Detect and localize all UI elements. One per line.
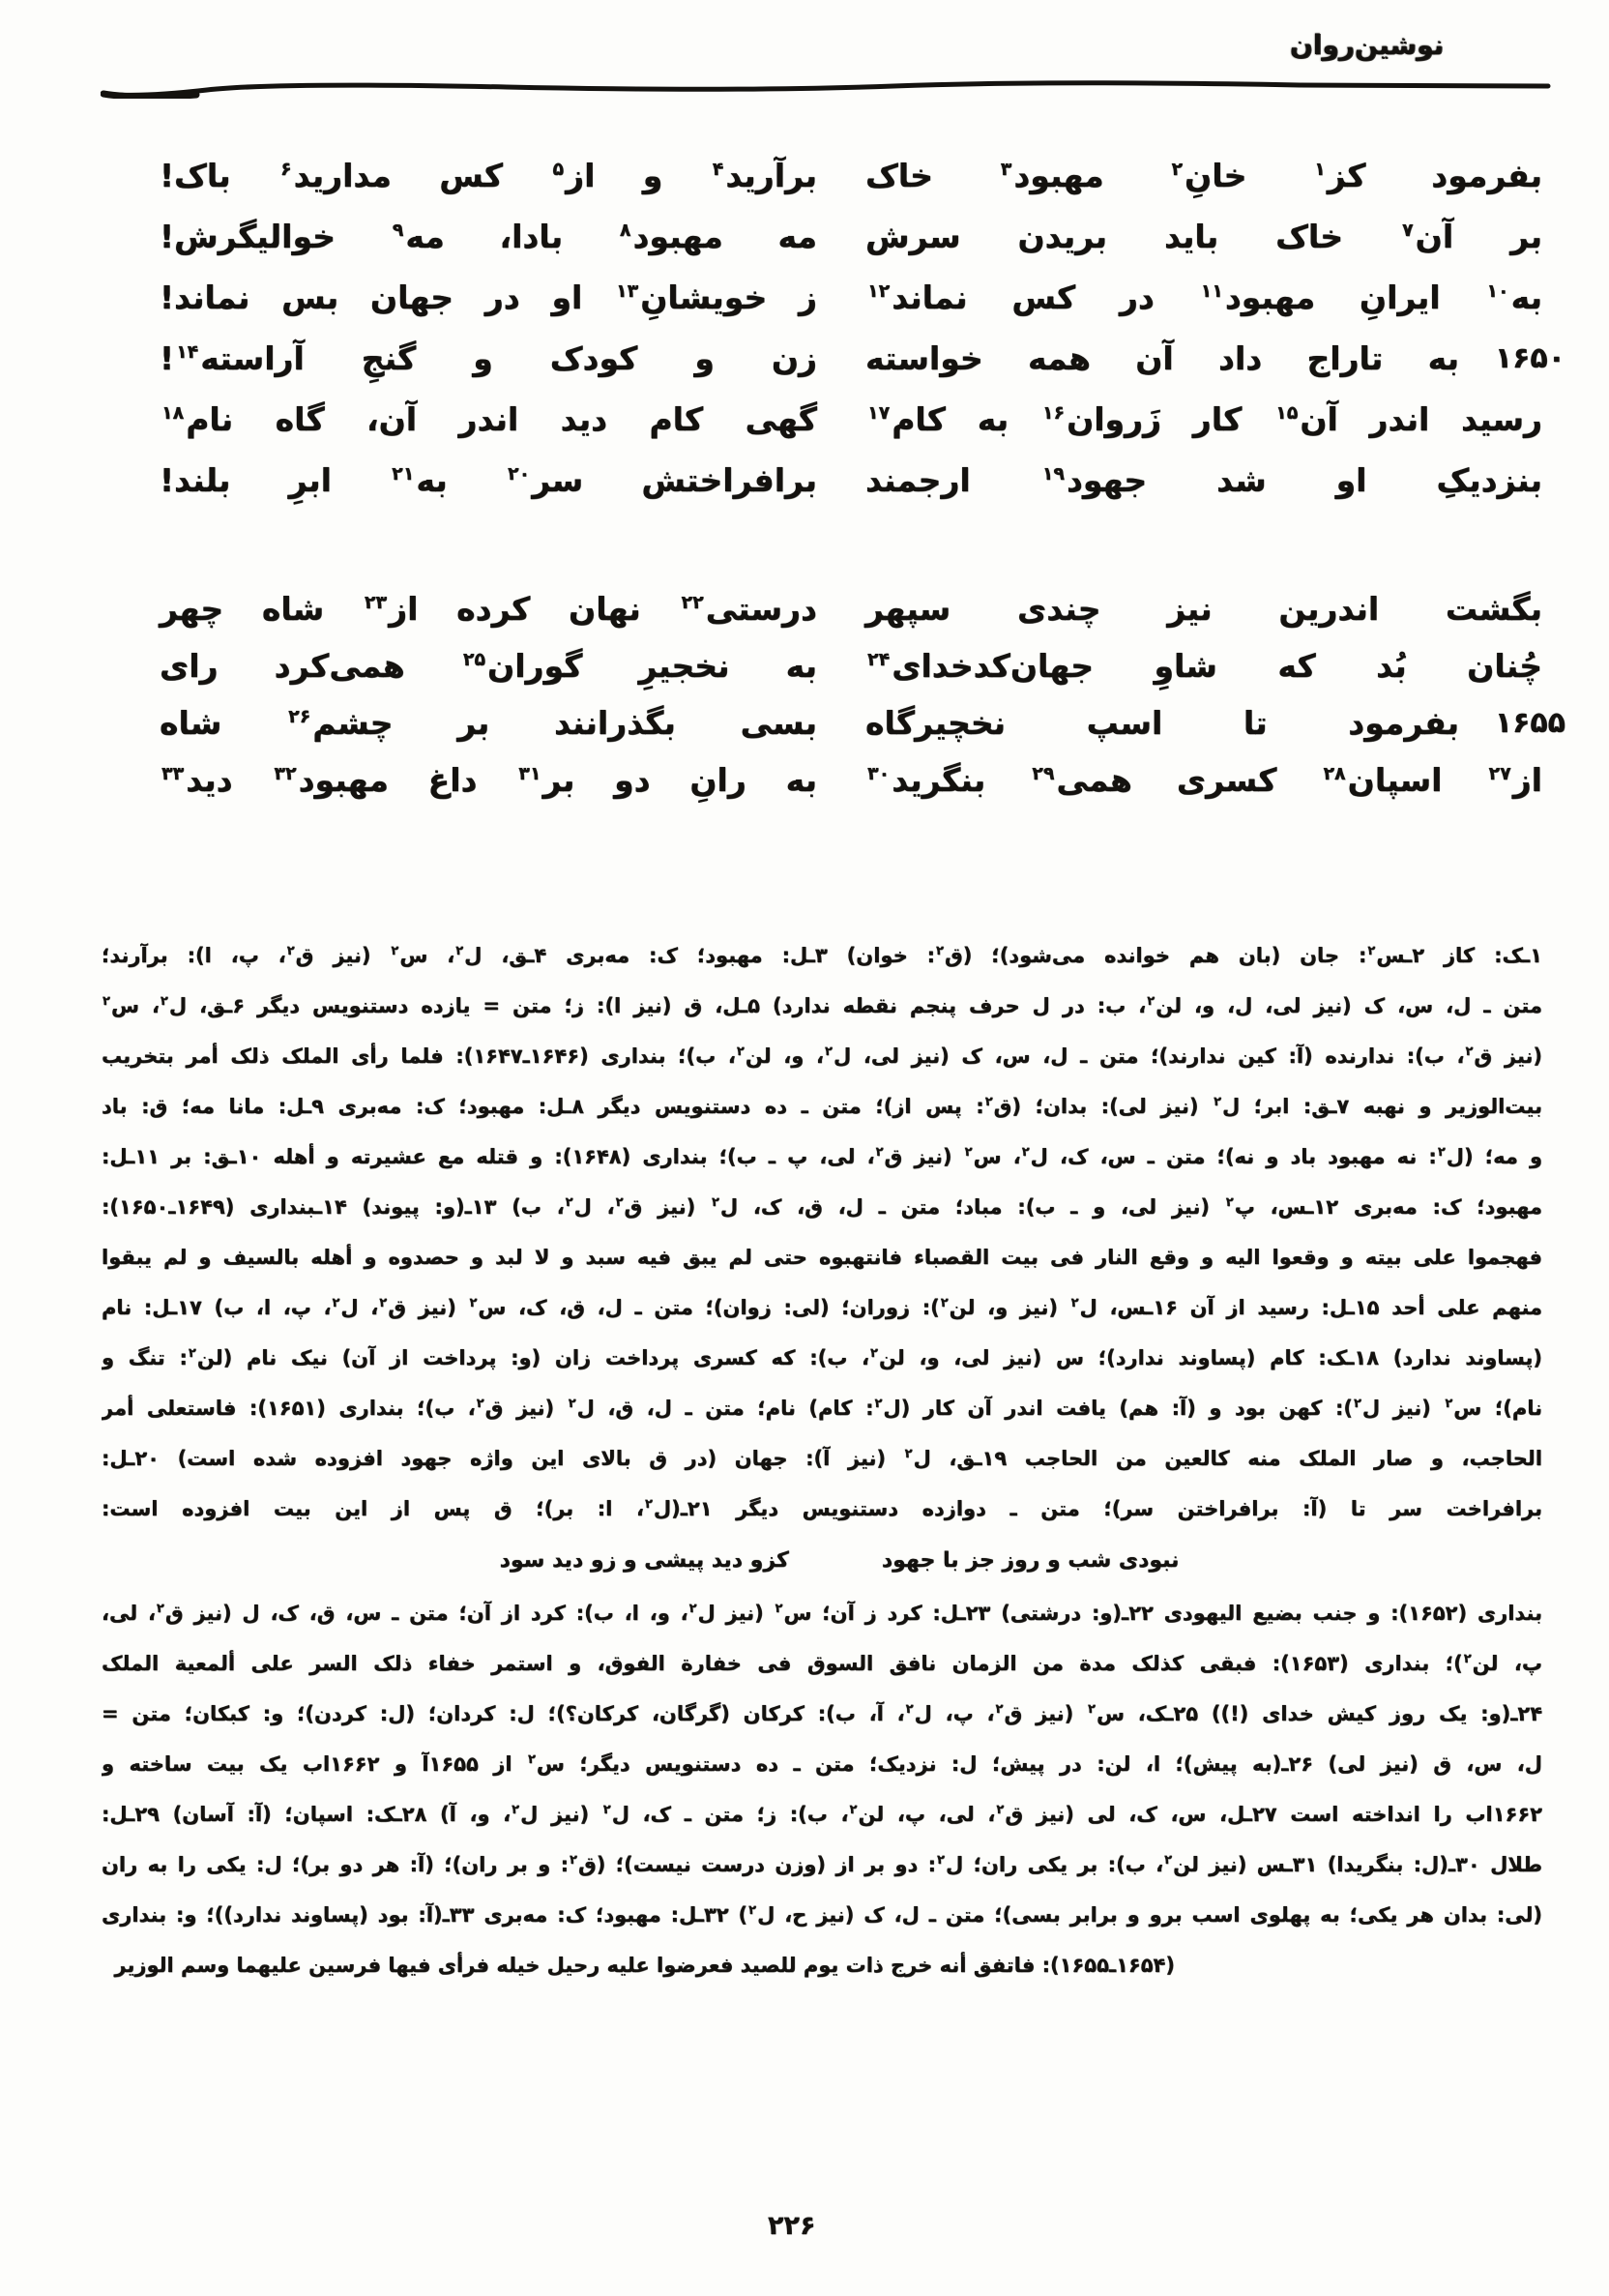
couplet-row [160, 145, 1542, 206]
running-header-title: نوشین‌روان [1289, 29, 1444, 61]
inset-hemistich-right: نبودی شب و روز جز با جهود [881, 1548, 1180, 1573]
apparatus-line: (۱۶۵۴ـ۱۶۵۵): فاتفق أنه خرج ذات یوم للصید فعرضوا علیه رحیل خیله فرأی فیها فرسین علیهما وسم الوزیر [114, 1954, 1175, 1977]
apparatus-line: منهم علی أحد ۱۵ـل: رسید از آن ۱۶ـس، ل$^۲$ (نیز و، لن$^۲$): زوران؛ (لی: زوان)؛ متن ـ ل، ق، ک، س$^۲$ (نیز ق$^۲$، ل$^۲$، پ، ا، ب) ۱۷ـل: نام [102, 1296, 1542, 1319]
apparatus-line: نام)؛ س$^۲$ (نیز ل$^۲$): کهن بود و (آ: هم) یافت اندر آن کار (ل$^۲$: کام) نام؛ متن ـ ل، ق، ل$^۲$ (نیز ق$^۲$، ب)؛ بنداری (۱۶۵۱): فاستعلی أمر [102, 1397, 1542, 1420]
hemistich-right: بفرمود کز$^۱$ خانِ$^۲$ مهبود$^۳$ خاک [865, 157, 1542, 194]
couplet-row [160, 206, 1542, 267]
apparatus [102, 930, 1542, 1990]
apparatus-line: (پساوند ندارد) ۱۸ـک: کام (پساوند ندارد)؛ س (نیز لی، و، لن$^۲$، ب): که کسری پرداخت زان (و: پرداخت از آن) نیک نام (لن$^۲$: تنگ و [102, 1346, 1542, 1369]
couplet-row [160, 694, 1565, 751]
column-gutter [817, 751, 865, 809]
apparatus-line: برافراخت سر تا (آ: برافراختن سر)؛ متن ـ دوازده دستنویس دیگر ۲۱ـ(ل$^۲$، ا: بر)؛ ق پس از این بیت افزوده است: [102, 1497, 1542, 1520]
apparatus-inset-verse [119, 1534, 1560, 1588]
verse-number: ۱۶۵۵ [1494, 706, 1565, 740]
column-gutter [817, 145, 865, 206]
hemistich-right: چُنان بُد که شاوِ جهان‌کدخدای$^{۲۴}$ [867, 647, 1542, 685]
column-gutter [817, 267, 865, 328]
hemistich-left: برافراختش سر$^{۲۰}$ به$^{۲۱}$ ابرِ بلند! [160, 461, 817, 499]
hemistich-right: بفرمود تا اسپ نخچیرگاه ۱۶۵۵ [865, 694, 1542, 751]
couplet-row [160, 267, 1542, 328]
poem [160, 145, 1565, 809]
apparatus-line: متن ـ ل، س، ک (نیز لی، ل، و، لن$^۲$، ب: در ل حرف پنجم نقطه ندارد) ۵ـل، ق (نیز ا): ز؛ متن = یازده دستنویس دیگر ۶ـق، ل$^۲$، س$^۲$ [102, 994, 1542, 1017]
column-gutter [817, 206, 865, 267]
apparatus-line: ل، س، ق (نیز لی) ۲۶ـ(به پیش)؛ ا، لن: در پیش؛ ل: نزدیک؛ متن ـ ده دستنویس دیگر؛ س$^۲$ از ۱۶۵۵آ و ۱۶۶۲اب یک بیت ساخته و [102, 1752, 1542, 1776]
apparatus-line: مهبود؛ ک: مه‌بری ۱۲ـس، پ$^۲$ (نیز لی، و ـ ب): مباد؛ متن ـ ل، ق، ک، ل$^۲$ (نیز ق$^۲$، ل$^۲$، ب) ۱۳ـ(و: پیوند) ۱۴ـبنداری (۱۶۴۹ـ۱۶۵۰): [102, 1195, 1542, 1219]
stanza [160, 145, 1565, 511]
couplet-row [160, 328, 1565, 389]
apparatus-line: (نیز ق$^۲$، ب): ندارنده (آ: کین ندارند)؛ متن ـ ل، س، ک (نیز لی، ل$^۲$، و، لن$^۲$، ب)؛ بنداری (۱۶۴۶ـ۱۶۴۷): فلما رأی الملک ذلک أمر بتخریب [102, 1045, 1542, 1068]
hemistich-left: برآرید$^۴$ و از$^۵$ کس مدارید$^۶$ باک! [160, 157, 817, 194]
apparatus-line: پ، لن$^۲$)؛ بنداری (۱۶۵۳): فبقی کذلک مدة من الزمان نافق السوق فی خفارة الفوق، و استمر خفاء ذلک السر علی ألمعیة الملک [102, 1652, 1542, 1675]
hemistich-right: بنزدیکِ او شد جهود$^{۱۹}$ ارجمند [865, 461, 1542, 499]
apparatus-line: الحاجب، و صار الملک منه کالعین من الحاجب ۱۹ـق، ل$^۲$ (نیز آ): جهان (در ق بالای این واژه جهود افزوده شده است) ۲۰ـل: [102, 1447, 1542, 1470]
apparatus-line: ۱۶۶۲اب را انداخته است ۲۷ـل، س، ک، لی (نیز ق$^۲$، لی، پ، لن$^۲$، ب): ز؛ متن ـ ک، ل$^۲$ (نیز ل$^۲$، و، آ) ۲۸ـک: اسپان؛ (آ: آسان) ۲۹ـل: [102, 1803, 1542, 1826]
column-gutter [817, 389, 865, 450]
hemistich-left: زن و کودک و گنجِ آراسته$^{۱۴}$! [160, 339, 817, 377]
column-gutter [817, 328, 865, 389]
hemistich-right: به تاراج داد آن همه خواسته ۱۶۵۰ [865, 328, 1542, 389]
hemistich-right: بگشت اندرین نیز چندی سپهر [865, 590, 1542, 628]
apparatus-line: طلال ۳۰ـ(ل: بنگریدا) ۳۱ـس (نیز لن$^۲$، ب): بر یکی ران؛ ل$^۲$: دو بر از (وزن درست نیست)؛ (ق$^۲$: و بر ران)؛ (آ: هر دو بر)؛ ل: یکی را به ران [102, 1853, 1542, 1876]
hemistich-left: به رانِ دو بر$^{۳۱}$ داغ مهبود$^{۳۲}$ دید$^{۳۳}$ [161, 761, 817, 799]
page-number: ۲۲۶ [768, 2211, 816, 2241]
hemistich-right: از$^{۲۷}$ اسپان$^{۲۸}$ کسری همی$^{۲۹}$ بنگرید$^{۳۰}$ [867, 761, 1542, 799]
apparatus-line: بیت‌الوزیر و نهبه ۷ـق: ابر؛ ل$^۲$ (نیز لی): بدان؛ (ق$^۲$: پس از)؛ متن ـ ده دستنویس دیگر ۸ـل: مهبود؛ ک: مه‌بری ۹ـل: مانا مه؛ ق: باد [102, 1095, 1542, 1118]
verse-number: ۱۶۵۰ [1494, 341, 1565, 375]
hemistich-left: مه مهبود$^۸$ بادا، مه$^۹$ خوالیگرش! [160, 218, 817, 255]
column-gutter [817, 580, 865, 637]
hemistich-left: گهی کام دید اندر آن، گاه نام$^{۱۸}$ [161, 400, 817, 438]
column-gutter [817, 637, 865, 694]
hemistich-left: درستی$^{۲۲}$ نهان کرده از$^{۲۳}$ شاه چهر [160, 590, 817, 628]
hemistich-left: به نخجیرِ گوران$^{۲۵}$ همی‌کرد رای [160, 647, 817, 685]
apparatus-line: و مه؛ (ل$^۲$: نه مهبود باد و نه)؛ متن ـ س، ک، ل$^۲$، س$^۲$ (نیز ق$^۲$، لی، پ ـ ب)؛ بنداری (۱۶۴۸): و قتله مع عشیرته و أهله ۱۰ـق: بر ۱۱ـل: [102, 1145, 1542, 1168]
apparatus-line: (لی: بدان هر یکی؛ به پهلوی اسب برو و برابر بسی)؛ متن ـ ل، ک (نیز ح، ل$^۲$) ۳۲ـل: مهبود؛ ک: مه‌بری ۳۳ـ(آ: بود (پساوند ندارد))؛ و: بنداری [102, 1903, 1542, 1927]
column-gutter [817, 694, 865, 751]
couplet-row [160, 389, 1542, 450]
apparatus-line: فهجموا علی بیته و وقعوا الیه و وقع النار فی بیت القصباء فانتهبوه حتی لم یبق فیه سبد و لا لبد و حصدوه و أهله بالسیف و لم یبقوا [102, 1246, 1542, 1269]
hemistich-left: بسی بگذرانند بر چشم$^{۲۶}$ شاه [160, 704, 817, 742]
hemistich-right: بر آن$^۷$ خاک باید بریدن سرش [865, 218, 1542, 255]
couplet-row [160, 580, 1542, 637]
couplet-row [160, 637, 1542, 694]
header-rule [101, 79, 1551, 99]
hemistich-left: ز خویشانِ$^{۱۳}$ او در جهان بس نماند! [160, 279, 817, 316]
apparatus-line: ۲۴ـ(و: یک روز کیش خدای (!)) ۲۵ـک، س$^۲$ (نیز ق$^۲$، پ، ل$^۲$، آ، ب): کرکان (گرگان، کرکان؟)؛ ل: کردان؛ (ل: کردن)؛ و: کبکان؛ متن = [102, 1702, 1542, 1725]
couplet-row [160, 751, 1542, 809]
apparatus-line: ۱ـک: کاز ۲ـس$^۲$: جان (بان هم خوانده می‌شود)؛ (ق$^۲$: خوان) ۳ـل: مهبود؛ ک: مه‌بری ۴ـق، ل$^۲$، س$^۲$ (نیز ق$^۲$، پ، ا): برآرند؛ [102, 944, 1542, 967]
column-gutter [817, 450, 865, 511]
inset-hemistich-left: کزو دید پیشی و زو دید سود [499, 1548, 789, 1573]
apparatus-line: بنداری (۱۶۵۲): و جنب بضیع الیهودی ۲۲ـ(و: درشتی) ۲۳ـل: کرد ز آن؛ س$^۲$ (نیز ل$^۲$، و، ا، ب): کرد از آن؛ متن ـ س، ق، ک، ل (نیز ق$^۲$، لی، [102, 1602, 1542, 1625]
stanza [160, 580, 1565, 809]
hemistich-right: به$^{۱۰}$ ایرانِ مهبود$^{۱۱}$ در کس نماند$^{۱۲}$ [867, 279, 1542, 316]
couplet-row [160, 450, 1542, 511]
hemistich-right: رسید اندر آن$^{۱۵}$ کار زَروان$^{۱۶}$ به کام$^{۱۷}$ [867, 400, 1543, 438]
